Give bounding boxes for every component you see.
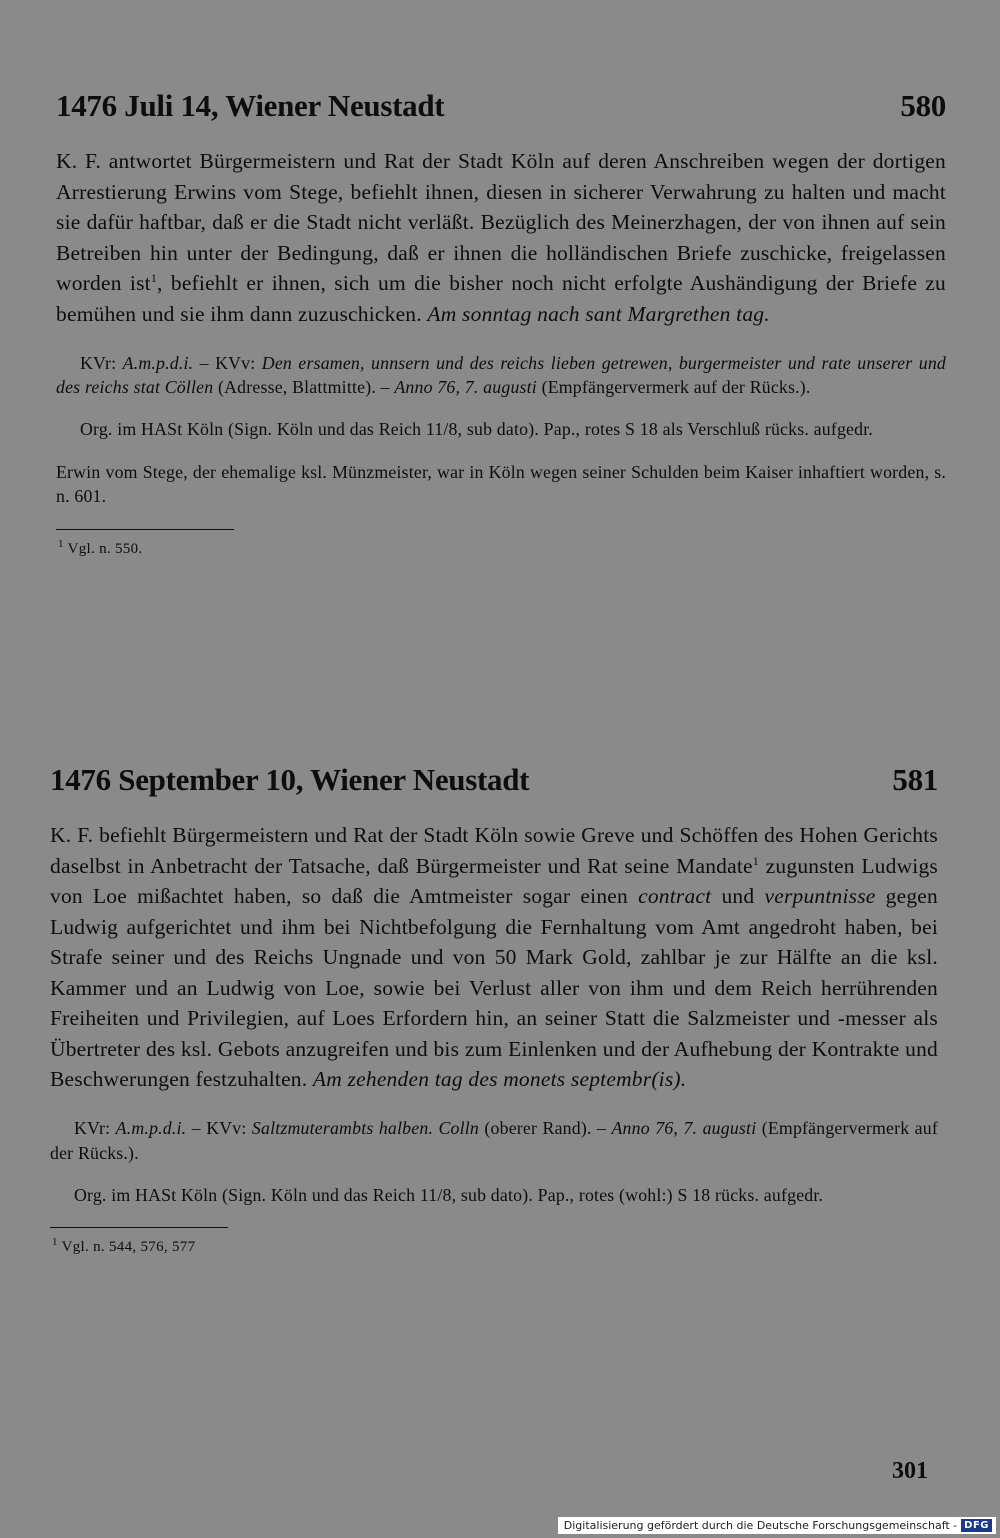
date-formula: Am zehenden tag des monets septembr(is).: [312, 1067, 687, 1091]
footnote-divider: [50, 1227, 228, 1228]
commentary-note: Erwin vom Stege, der ehemalige ksl. Münzmeister, war in Köln wegen seiner Schulden beim Kaiser inhaftiert worden, s. n. 601.: [56, 461, 946, 507]
footnote-ref: 1: [150, 270, 158, 285]
digitization-credit: [558, 1517, 996, 1534]
date-formula: Am sonntag nach sant Margrethen tag.: [427, 301, 770, 326]
entry-summary: K. F. befiehlt Bürgermeistern und Rat der Stadt Köln sowie Greve und Schöffen des Hohen Gerichts daselbst in Anbetracht der Tatsache, daß Bürgermeister und Rat seine Mandate$^1$ zugunsten Ludwigs von Loe mißachtet haben, so daß die Amtmeister sogar einen contract und verpuntnisse gegen Ludwig aufgerichtet und ihm bei Nichtbefolgung die Fernhaltung vom Amt angedroht haben, bei Strafe seiner und des Reichs Ungnade und von 50 Mark Gold, zahlbar je zur Hälfte an die ksl. Kammer und an Ludwig von Loe, sowie bei Verlust aller von ihm und dem Reich herrührenden Freiheiten und Privilegien, auf Loes Erfordern hin, an seiner Statt die Salzmeister und -messer als Übertreter des ksl. Gebots anzugreifen und bis zum Einlenken und der Aufhebung der Kontrakte und Beschwerungen festzuhalten. Am zehenden tag des monets septembr(is).: [50, 823, 938, 1091]
regest-entry-581: [50, 762, 938, 1256]
chancery-notes: KVr: A.m.p.d.i. – KVv: Den ersamen, unnsern und des reichs lieben getrewen, burgermeister und rate unserer und des reichs stat Cöllen (Adresse, Blattmitte). – Anno 76, 7. augusti (Empfängervermerk auf der Rücks.).: [56, 352, 947, 397]
footnote: $^1$ Vgl. n. 544, 576, 577: [52, 1236, 196, 1256]
credit-text: Digitalisierung gefördert durch die Deutsche Forschungsgemeinschaft -: [563, 1519, 958, 1532]
dfg-logo: DFG: [961, 1519, 992, 1532]
original-source-note: Org. im HASt Köln (Sign. Köln und das Reich 11/8, sub dato). Pap., rotes (wohl:) S 18 rücks. aufgedr.: [74, 1184, 824, 1205]
chancery-notes: KVr: A.m.p.d.i. – KVv: Saltzmuterambts halben. Colln (oberer Rand). – Anno 76, 7. augusti (Empfängervermerk auf der Rücks.).: [50, 1118, 938, 1163]
entry-summary: K. F. antwortet Bürgermeistern und Rat der Stadt Köln auf deren Anschreiben wegen der dortigen Arrestierung Erwins vom Stege, befiehlt ihnen, diesen in sicherer Verwahrung zu halten und macht sie dafür haftbar, daß er die Stadt nicht verläßt. Bezüglich des Meinerzhagen, der von ihnen auf sein Betreiben hin unter der Bedingung, daß er ihnen die holländischen Briefe zuschicke, freigelassen worden ist$^1$, befiehlt er ihnen, sich um die bisher noch nicht erfolgte Aushändigung der Briefe zu bemühen und sie ihm dann zuzuschicken. Am sonntag nach sant Margrethen tag.: [56, 149, 946, 326]
entry-heading: 1476 Juli 14, Wiener Neustadt: [56, 88, 445, 123]
page-number: 301: [892, 1458, 928, 1484]
regest-entry-580: [56, 88, 946, 558]
footnote: $^1$ Vgl. n. 550.: [58, 537, 143, 557]
entry-number: 580: [900, 88, 946, 123]
entry-number: 581: [892, 762, 938, 797]
footnote-ref: 1: [752, 853, 759, 868]
original-source-note: Org. im HASt Köln (Sign. Köln und das Reich 11/8, sub dato). Pap., rotes S 18 als Verschluß rücks. aufgedr.: [80, 419, 874, 440]
footnote-divider: [56, 529, 234, 530]
entry-header: [56, 88, 946, 124]
entry-header: [50, 762, 938, 798]
entry-heading: 1476 September 10, Wiener Neustadt: [50, 762, 530, 797]
